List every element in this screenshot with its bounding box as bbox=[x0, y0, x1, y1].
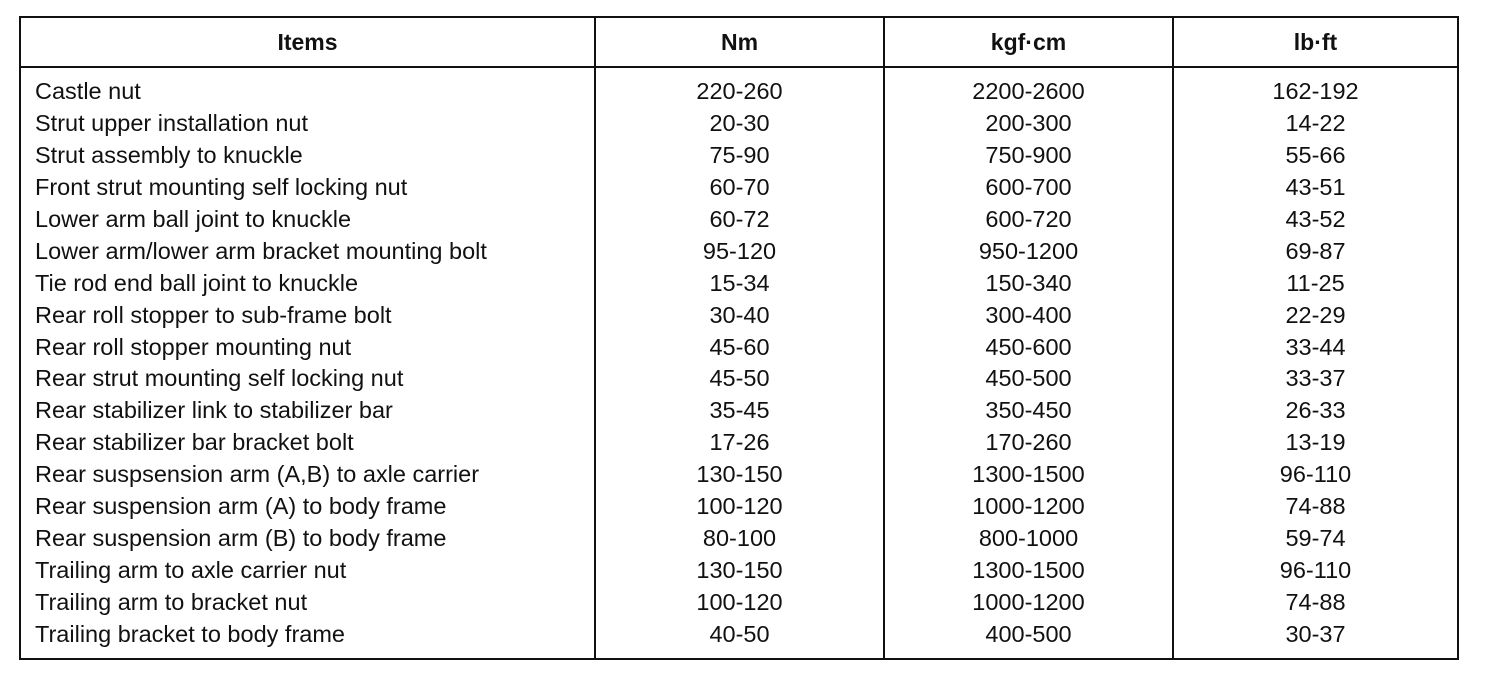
kgf-cm-value-cell: 450-600 bbox=[884, 331, 1173, 363]
kgf-cm-value-cell: 450-500 bbox=[884, 363, 1173, 395]
column-header-nm: Nm bbox=[595, 17, 884, 67]
nm-value-cell: 100-120 bbox=[595, 491, 884, 523]
nm-value-cell: 45-60 bbox=[595, 331, 884, 363]
table-row bbox=[20, 618, 1458, 659]
item-name-cell: Rear suspension arm (A) to body frame bbox=[20, 491, 595, 523]
table-row bbox=[20, 522, 1458, 554]
lb-ft-value-cell: 13-19 bbox=[1173, 427, 1458, 459]
item-name-cell: Strut upper installation nut bbox=[20, 108, 595, 140]
kgf-cm-value-cell: 950-1200 bbox=[884, 235, 1173, 267]
column-header-items: Items bbox=[20, 17, 595, 67]
table-row bbox=[20, 299, 1458, 331]
nm-value-cell: 15-34 bbox=[595, 267, 884, 299]
nm-value-cell: 17-26 bbox=[595, 427, 884, 459]
kgf-cm-value-cell: 1300-1500 bbox=[884, 554, 1173, 586]
lb-ft-value-cell: 96-110 bbox=[1173, 459, 1458, 491]
kgf-cm-value-cell: 800-1000 bbox=[884, 522, 1173, 554]
nm-value-cell: 60-70 bbox=[595, 172, 884, 204]
lb-ft-value-cell: 162-192 bbox=[1173, 67, 1458, 108]
item-name-cell: Castle nut bbox=[20, 67, 595, 108]
lb-ft-value-cell: 59-74 bbox=[1173, 522, 1458, 554]
item-name-cell: Rear stabilizer bar bracket bolt bbox=[20, 427, 595, 459]
item-name-cell: Trailing arm to bracket nut bbox=[20, 586, 595, 618]
item-name-cell: Rear roll stopper mounting nut bbox=[20, 331, 595, 363]
nm-value-cell: 100-120 bbox=[595, 586, 884, 618]
nm-value-cell: 75-90 bbox=[595, 140, 884, 172]
item-name-cell: Rear stabilizer link to stabilizer bar bbox=[20, 395, 595, 427]
table-row bbox=[20, 267, 1458, 299]
kgf-cm-value-cell: 400-500 bbox=[884, 618, 1173, 659]
item-name-cell: Tie rod end ball joint to knuckle bbox=[20, 267, 595, 299]
table-row bbox=[20, 235, 1458, 267]
lb-ft-value-cell: 43-52 bbox=[1173, 204, 1458, 236]
nm-value-cell: 35-45 bbox=[595, 395, 884, 427]
nm-value-cell: 60-72 bbox=[595, 204, 884, 236]
nm-value-cell: 20-30 bbox=[595, 108, 884, 140]
kgf-cm-value-cell: 1000-1200 bbox=[884, 491, 1173, 523]
table-row bbox=[20, 459, 1458, 491]
kgf-cm-value-cell: 2200-2600 bbox=[884, 67, 1173, 108]
nm-value-cell: 130-150 bbox=[595, 554, 884, 586]
item-name-cell: Rear suspsension arm (A,B) to axle carrier bbox=[20, 459, 595, 491]
column-header-kgf-cm: kgf·cm bbox=[884, 17, 1173, 67]
nm-value-cell: 30-40 bbox=[595, 299, 884, 331]
nm-value-cell: 95-120 bbox=[595, 235, 884, 267]
column-header-lb-ft: lb·ft bbox=[1173, 17, 1458, 67]
table-row bbox=[20, 331, 1458, 363]
lb-ft-value-cell: 22-29 bbox=[1173, 299, 1458, 331]
item-name-cell: Lower arm ball joint to knuckle bbox=[20, 204, 595, 236]
kgf-cm-value-cell: 200-300 bbox=[884, 108, 1173, 140]
table-row bbox=[20, 554, 1458, 586]
table-row bbox=[20, 363, 1458, 395]
table-row bbox=[20, 67, 1458, 108]
item-name-cell: Lower arm/lower arm bracket mounting bolt bbox=[20, 235, 595, 267]
lb-ft-value-cell: 26-33 bbox=[1173, 395, 1458, 427]
kgf-cm-value-cell: 150-340 bbox=[884, 267, 1173, 299]
kgf-cm-value-cell: 600-700 bbox=[884, 172, 1173, 204]
item-name-cell: Rear suspension arm (B) to body frame bbox=[20, 522, 595, 554]
lb-ft-value-cell: 55-66 bbox=[1173, 140, 1458, 172]
lb-ft-value-cell: 11-25 bbox=[1173, 267, 1458, 299]
lb-ft-value-cell: 74-88 bbox=[1173, 586, 1458, 618]
lb-ft-value-cell: 69-87 bbox=[1173, 235, 1458, 267]
lb-ft-value-cell: 43-51 bbox=[1173, 172, 1458, 204]
kgf-cm-value-cell: 600-720 bbox=[884, 204, 1173, 236]
nm-value-cell: 130-150 bbox=[595, 459, 884, 491]
torque-specification-table bbox=[19, 16, 1459, 660]
table-row bbox=[20, 427, 1458, 459]
lb-ft-value-cell: 14-22 bbox=[1173, 108, 1458, 140]
table-row bbox=[20, 204, 1458, 236]
kgf-cm-value-cell: 300-400 bbox=[884, 299, 1173, 331]
kgf-cm-value-cell: 1000-1200 bbox=[884, 586, 1173, 618]
table-header bbox=[20, 17, 1458, 67]
item-name-cell: Trailing bracket to body frame bbox=[20, 618, 595, 659]
lb-ft-value-cell: 33-37 bbox=[1173, 363, 1458, 395]
lb-ft-value-cell: 33-44 bbox=[1173, 331, 1458, 363]
lb-ft-value-cell: 96-110 bbox=[1173, 554, 1458, 586]
lb-ft-value-cell: 30-37 bbox=[1173, 618, 1458, 659]
nm-value-cell: 80-100 bbox=[595, 522, 884, 554]
kgf-cm-value-cell: 1300-1500 bbox=[884, 459, 1173, 491]
table-row bbox=[20, 395, 1458, 427]
header-row bbox=[20, 17, 1458, 67]
kgf-cm-value-cell: 170-260 bbox=[884, 427, 1173, 459]
item-name-cell: Rear strut mounting self locking nut bbox=[20, 363, 595, 395]
lb-ft-value-cell: 74-88 bbox=[1173, 491, 1458, 523]
nm-value-cell: 45-50 bbox=[595, 363, 884, 395]
table-row bbox=[20, 586, 1458, 618]
table-body bbox=[20, 67, 1458, 659]
table-row bbox=[20, 140, 1458, 172]
kgf-cm-value-cell: 350-450 bbox=[884, 395, 1173, 427]
nm-value-cell: 220-260 bbox=[595, 67, 884, 108]
table-row bbox=[20, 172, 1458, 204]
kgf-cm-value-cell: 750-900 bbox=[884, 140, 1173, 172]
item-name-cell: Trailing arm to axle carrier nut bbox=[20, 554, 595, 586]
table-row bbox=[20, 108, 1458, 140]
item-name-cell: Rear roll stopper to sub-frame bolt bbox=[20, 299, 595, 331]
nm-value-cell: 40-50 bbox=[595, 618, 884, 659]
item-name-cell: Front strut mounting self locking nut bbox=[20, 172, 595, 204]
table-row bbox=[20, 491, 1458, 523]
item-name-cell: Strut assembly to knuckle bbox=[20, 140, 595, 172]
